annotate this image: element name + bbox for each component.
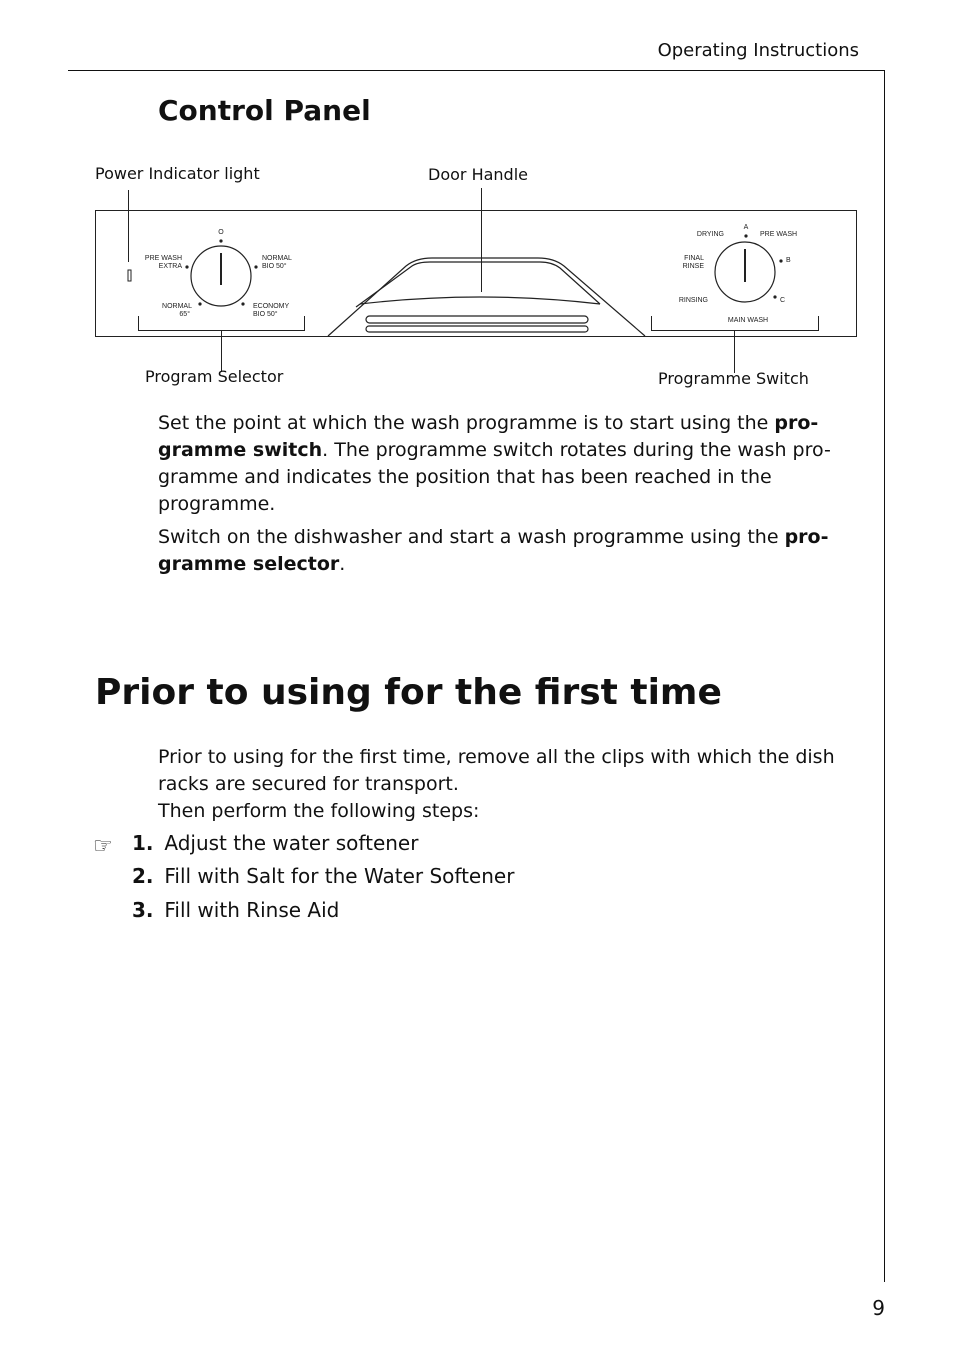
label-power-indicator: Power Indicator light — [95, 164, 260, 183]
pointing-hand-icon: ☞ — [93, 834, 113, 859]
selector-pre-wash: PRE WASH — [144, 255, 182, 262]
label-programme-switch: Programme Switch — [658, 369, 809, 388]
label-program-selector: Program Selector — [145, 367, 284, 386]
list-item: 1. Adjust the water softener — [132, 831, 419, 855]
switch-main-wash: MAIN WASH — [727, 317, 769, 324]
switch-rinse: RINSE — [682, 263, 704, 270]
switch-drying: DRYING — [696, 231, 724, 238]
selector-bio50: BIO 50° — [262, 263, 287, 270]
switch-pre-wash: PRE WASH — [760, 231, 798, 238]
power-indicator-light — [128, 270, 131, 281]
selector-economy: ECONOMY — [253, 303, 290, 310]
paragraph-programme-selector: Switch on the dishwasher and start a wash programme using the pro-gramme selector. — [158, 526, 829, 575]
door-handle — [328, 258, 645, 336]
switch-rinsing: RINSING — [678, 297, 708, 304]
switch-b: B — [786, 257, 791, 264]
selector-extra: EXTRA — [158, 263, 182, 270]
selector-normal65: NORMAL — [162, 303, 192, 310]
switch-a: A — [743, 224, 749, 231]
label-door-handle: Door Handle — [428, 165, 528, 184]
control-panel-diagram — [0, 0, 954, 400]
section-title-prior-use: Prior to using for the first time — [95, 672, 722, 713]
paragraph-programme-switch: Set the point at which the wash programme is to start using the pro-gramme switch. The programme switch rotates during the wash pro-gramme and indicates the position that has been reached in the programme. — [158, 412, 831, 515]
selector-65: 65° — [179, 311, 190, 318]
selector-off-mark: O — [218, 229, 224, 236]
program-selector-dial — [139, 239, 305, 330]
list-item: 3. Fill with Rinse Aid — [132, 898, 340, 922]
switch-c: C — [780, 297, 786, 304]
paragraph-prior-intro: Prior to using for the first time, remove all the clips with which the dish racks are secured for transport. Then perform the following steps: — [158, 746, 835, 822]
section-title-control-panel: Control Panel — [158, 94, 371, 127]
page-number: 9 — [872, 1296, 885, 1320]
header-title: Operating Instructions — [657, 40, 859, 61]
switch-final: FINAL — [684, 255, 704, 262]
list-item: 2. Fill with Salt for the Water Softener — [132, 864, 515, 888]
selector-normal-bio: NORMAL — [262, 255, 292, 262]
selector-economy-bio: BIO 50° — [253, 311, 278, 318]
